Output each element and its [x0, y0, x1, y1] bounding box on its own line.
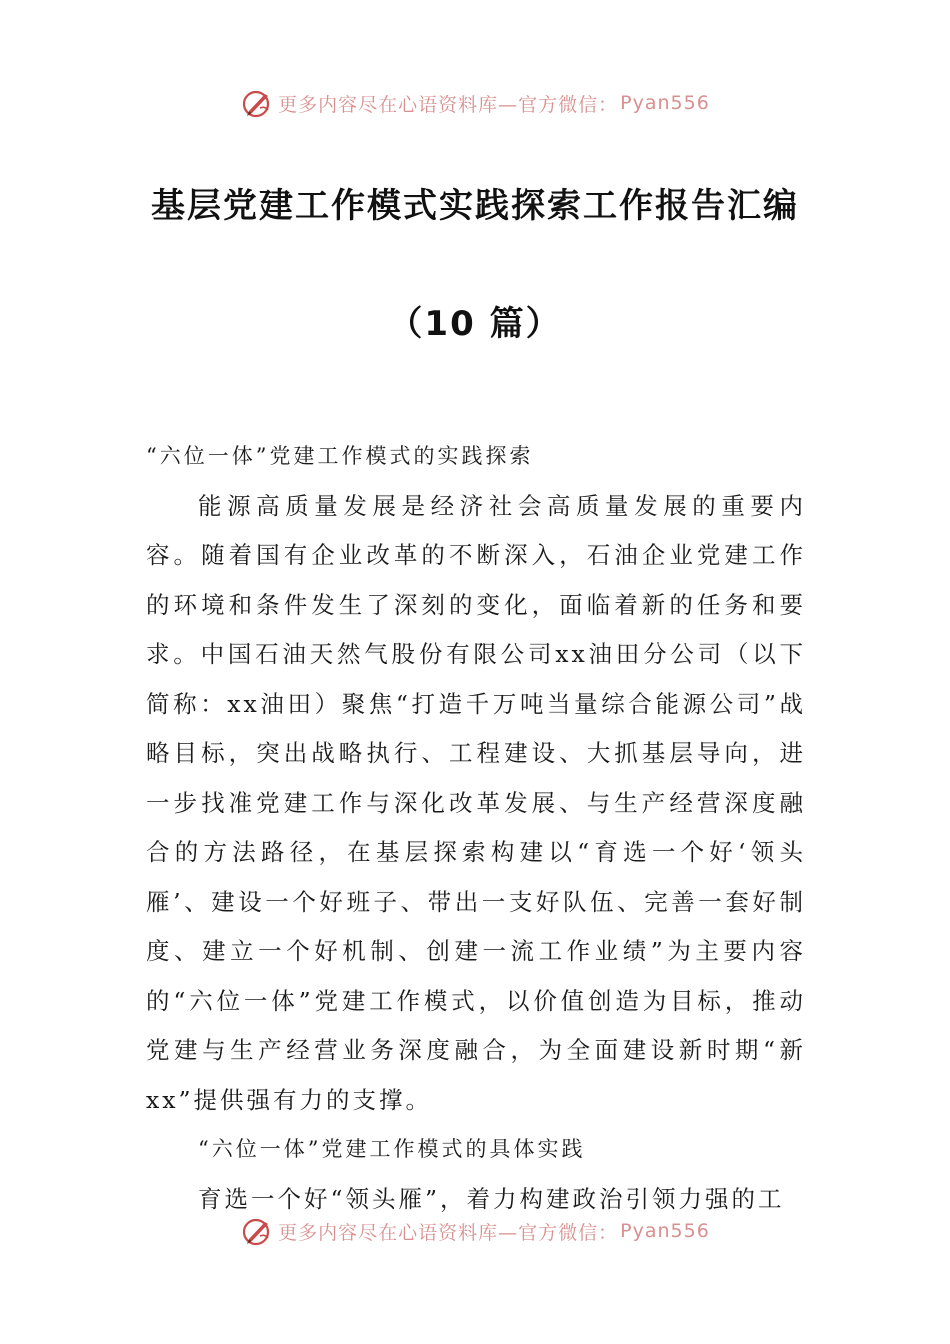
document-body — [146, 432, 806, 1224]
body-paragraph: 能源高质量发展是经济社会高质量发展的重要内容。随着国有企业改革的不断深入，石油企业党建工作的环境和条件发生了深刻的变化，面临着新的任务和要求。中国石油天然气股份有限公司xx油田分公司（以下简称：xx油田）聚焦“打造千万吨当量综合能源公司”战略目标，突出战略执行、工程建设、大抓基层导向，进一步找准党建工作与深化改革发展、与生产经营深度融合的方法路径，在基层探索构建以“育选一个好‘领头雁’、建设一个好班子、带出一支好队伍、完善一套好制度、建立一个好机制、创建一流工作业绩”为主要内容的“六位一体”党建工作模式，以价值创造为目标，推动党建与生产经营业务深度融合，为全面建设新时期“新xx”提供强有力的支撑。 — [146, 491, 806, 1114]
watermark-wechat-id: Pyan556 — [620, 1220, 710, 1242]
subsection-title: “六位一体”党建工作模式的具体实践 — [198, 1137, 586, 1161]
document-subtitle: （10 篇） — [388, 304, 562, 344]
section-title: “六位一体”党建工作模式的实践探索 — [146, 444, 534, 468]
watermark-footer — [0, 1214, 950, 1248]
watermark-text: 更多内容尽在心语资料库—官方微信： — [278, 93, 619, 116]
pen-circle-logo-icon — [240, 86, 274, 120]
watermark-wechat-id: Pyan556 — [620, 92, 710, 114]
watermark-header — [0, 86, 950, 120]
pen-circle-logo-icon — [240, 1214, 274, 1248]
document-title: 基层党建工作模式实践探索工作报告汇编 — [151, 186, 799, 226]
body-paragraph-2: 育选一个好“领头雁”，着力构建政治引领力强的工 — [198, 1184, 785, 1213]
watermark-text: 更多内容尽在心语资料库—官方微信： — [278, 1221, 619, 1244]
